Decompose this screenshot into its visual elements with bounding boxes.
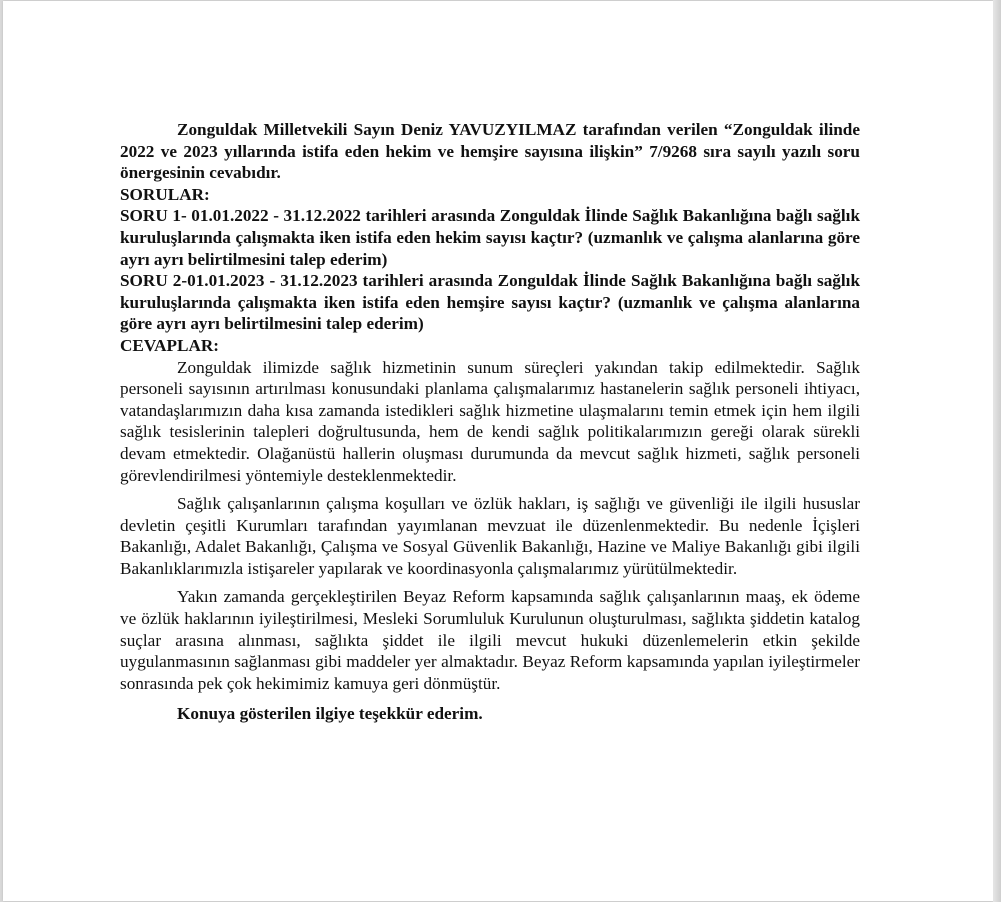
answer-paragraph-3: Yakın zamanda gerçekleştirilen Beyaz Reform kapsamında sağlık çalışanlarının maaş, ek ödeme ve özlük haklarının iyileştirilmesi, Mesleki Sorumluluk Kurulunun oluşturulması, sağlıkta şiddetin katalog suçlar arasına alınması, sağlıkta şiddet ile ilgili mevcut hukuki düzenlemelerin etkin şekilde uygulanmasının sağlanması gibi maddeler yer almaktadır. Beyaz Reform kapsamında yapılan iyileştirmeler sonrasında pek çok hekimimiz kamuya geri dönmüştür. <box>120 587 860 693</box>
questions-heading: SORULAR: <box>120 184 210 204</box>
answer-paragraph-1: Zonguldak ilimizde sağlık hizmetinin sunum süreçleri yakından takip edilmektedir. Sağlık personeli sayısının artırılması konusundaki planlama çalışmalarımız hastanelerin sağlık personeli ihtiyacı, vatandaşlarımızın daha kısa zamanda istedikleri sağlık hizmetine ulaşmalarını temin etmek için hem ilgili sağlık tesislerinin talepleri doğrultusunda, hem de kendi sağlık politikalarımızın gereği olarak sürekli devam etmektedir. Olağanüstü hallerin oluşması durumunda da mevcut sağlık hizmeti, sağlık personeli görevlendirilmesi yöntemiyle desteklenmektedir. <box>120 357 860 485</box>
document-body <box>120 119 860 725</box>
closing-line: Konuya gösterilen ilgiye teşekkür ederim. <box>177 704 483 724</box>
page-edge-shadow <box>993 0 1001 902</box>
question-2: SORU 2-01.01.2023 - 31.12.2023 tarihleri arasında Zonguldak İlinde Sağlık Bakanlığına bağlı sağlık kuruluşlarında çalışmakta iken istifa eden hemşire sayısı kaçtır? (uzmanlık ve çalışma alanlarına göre ayrı ayrı belirtilmesini talep ederim) <box>120 271 860 334</box>
answers-heading: CEVAPLAR: <box>120 335 219 355</box>
question-1: SORU 1- 01.01.2022 - 31.12.2022 tarihleri arasında Zonguldak İlinde Sağlık Bakanlığına bağlı sağlık kuruluşlarında çalışmakta iken istifa eden hekim sayısı kaçtır? (uzmanlık ve çalışma alanlarına göre ayrı ayrı belirtilmesini talep ederim) <box>120 206 860 269</box>
intro-paragraph: Zonguldak Milletvekili Sayın Deniz YAVUZYILMAZ tarafından verilen “Zonguldak ilinde 2022 ve 2023 yıllarında istifa eden hekim ve hemşire sayısına ilişkin” 7/9268 sıra sayılı yazılı soru önergesinin cevabıdır. <box>120 120 860 183</box>
answer-paragraph-2: Sağlık çalışanlarının çalışma koşulları ve özlük hakları, iş sağlığı ve güvenliği ile ilgili hususlar devletin çeşitli Kurumları tarafından yayımlanan mevzuat ile düzenlenmektedir. Bu nedenle İçişleri Bakanlığı, Adalet Bakanlığı, Çalışma ve Sosyal Güvenlik Bakanlığı, Hazine ve Maliye Bakanlığı gibi ilgili Bakanlıklarımızla istişareler yapılarak ve koordinasyonla çalışmalarımız yürütülmektedir. <box>120 494 860 578</box>
document-page <box>3 1 993 901</box>
